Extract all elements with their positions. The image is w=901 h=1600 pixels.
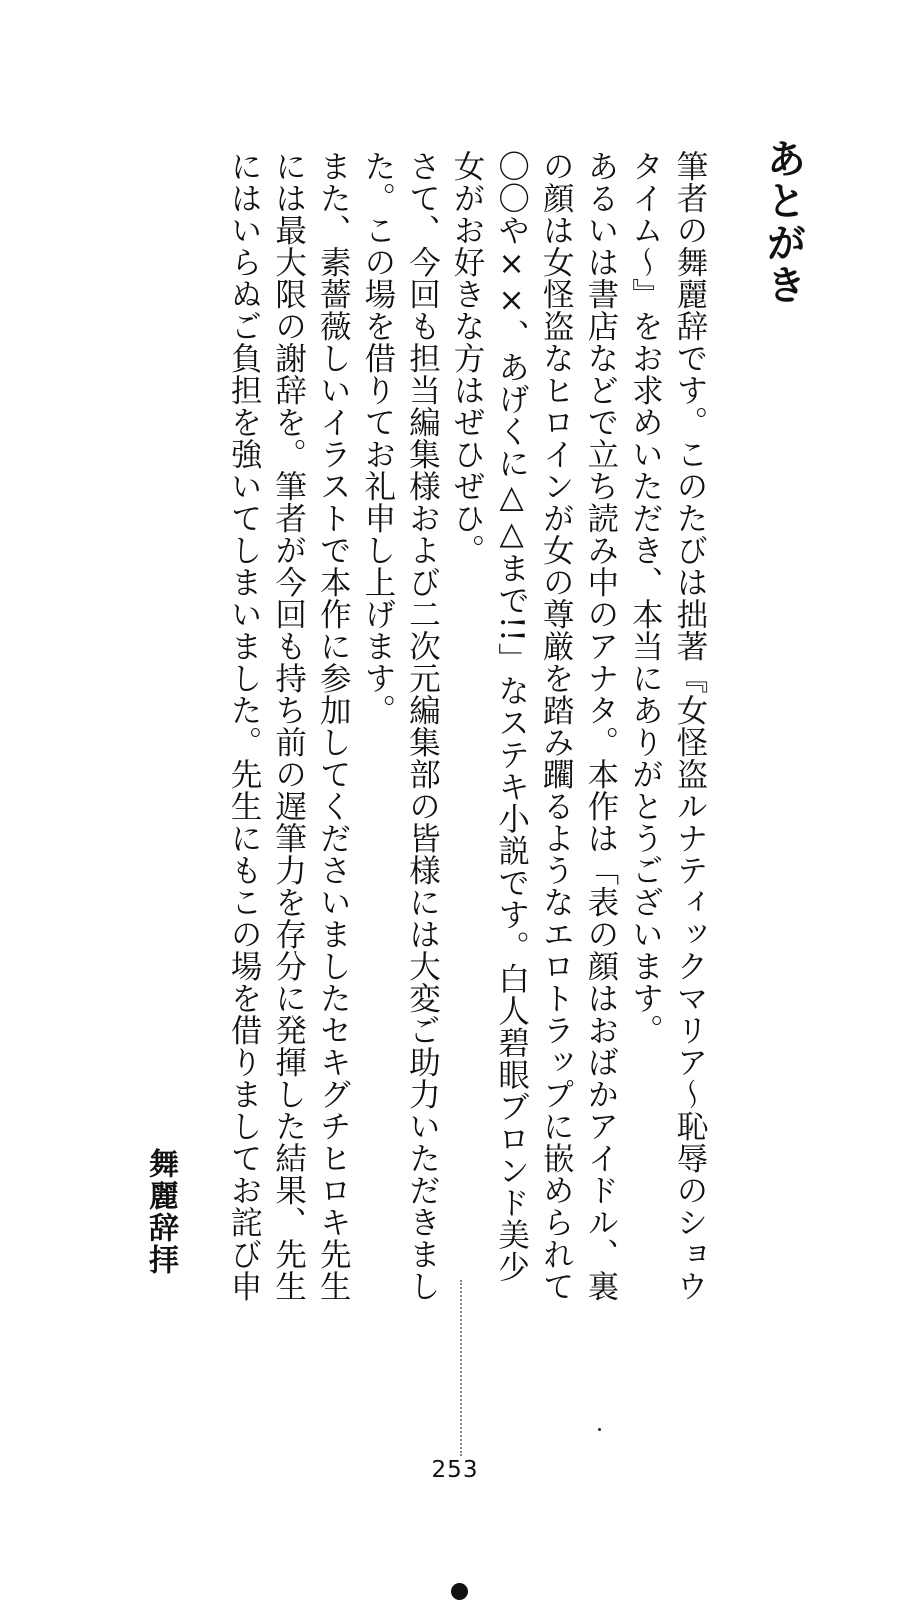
paragraph-4: また、素薔薇しいイラストで本作に参加してくださいましたセキグチヒロキ先生には最大限の謝辞を。筆者が今回も持ち前の遅筆力を存分に発揮した結果、先生にはいらぬご負担を強いてしまいました。先生にもこの場を借りましてお詫び申 bbox=[226, 150, 352, 1302]
paragraph-2: あるいは書店などで立ち読み中のアナタ。本作は「表の顔はおばかアイドル、裏の顔は女怪盗なヒロインが女の尊厳を踏み躙るようなエロトラップに嵌められて〇〇や××、あげくに△△まで!!」なステキ小説です。白人碧眼ブロンド美少女がお好きな方はぜひぜひ。 bbox=[449, 150, 619, 1302]
page-marker-dot bbox=[451, 1583, 468, 1600]
afterword-body bbox=[222, 150, 712, 1310]
chapter-title: あとがき bbox=[760, 138, 806, 306]
page-number: 253 bbox=[431, 1457, 479, 1483]
binding-guide-line bbox=[460, 1280, 462, 1456]
author-signature: 舞麗辞拝 bbox=[143, 1148, 178, 1276]
paragraph-3: さて、今回も担当編集様および二次元編集部の皆様には大変ご助力いただきました。この場を借りてお礼申し上げます。 bbox=[359, 150, 441, 1302]
paragraph-1: 筆者の舞麗辞です。このたびは拙著『女怪盗ルナティックマリア〜恥辱のショウタイム〜』をお求めいただき、本当にありがとうございます。 bbox=[627, 150, 708, 1302]
print-speck bbox=[598, 1428, 601, 1431]
